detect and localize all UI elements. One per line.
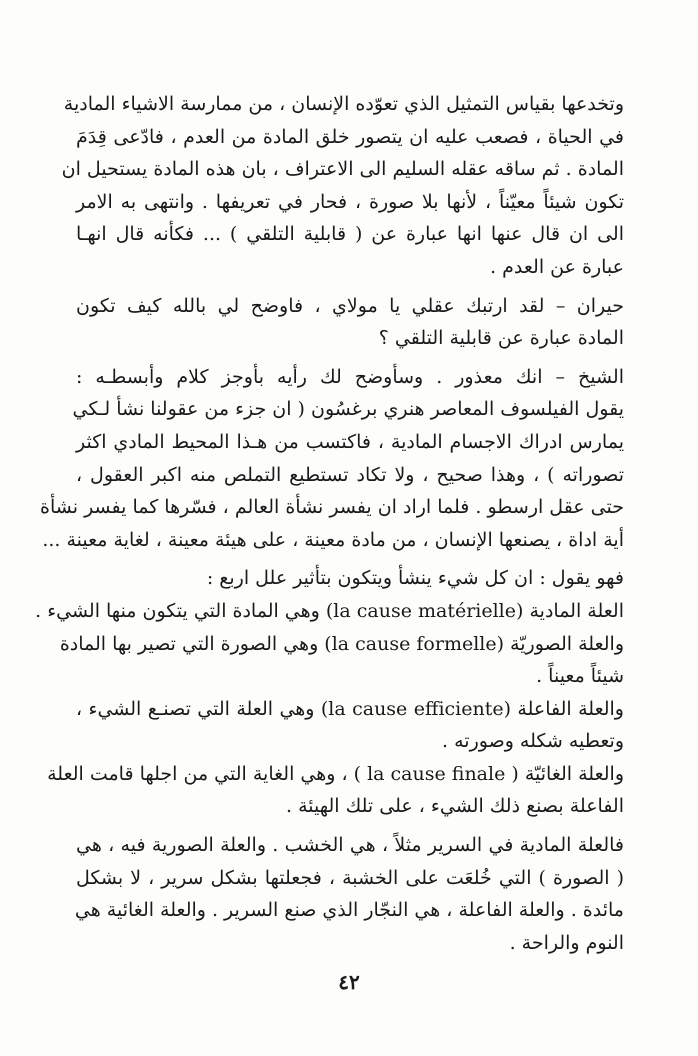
page-number: ٤٢ xyxy=(338,970,360,994)
text-line: تكون شيئاً معيّناً ، لأنها بلا صورة ، فحار في تعريفها . وانتهى به الامر xyxy=(76,190,624,213)
text-line: وتعطيه شكله وصورته . xyxy=(442,730,624,753)
paragraph-materialism-critique xyxy=(61,88,624,284)
text-line: في الحياة ، فصعب عليه ان يتصور خلق المادة من العدم ، فادّعى قِدَمَ xyxy=(76,125,624,148)
text-line: والعلة الفاعلة (la cause efficiente) وهي العلة التي تصنـع الشيء ، xyxy=(76,697,624,720)
text-line: ( الصورة ) التي خُلعَت على الخشبة ، فجعلتها بشكل سرير ، لا بشكل xyxy=(76,866,624,889)
paragraph-sheikh-answer xyxy=(40,361,624,557)
text-line: فالعلة المادية في السرير مثلاً ، هي الخشب . والعلة الصورية فيه ، هي xyxy=(76,834,624,857)
text-line: والعلة الصوريّة (la cause formelle) وهي الصورة التي تصير بها المادة xyxy=(59,632,624,655)
text-line: يقول الفيلسوف المعاصر هنري برغسُون ( ان جزء من عقولنا نشأ لـكي xyxy=(72,398,624,421)
text-line: أية اداة ، يصنعها الإنسان ، من مادة معينة ، على هيئة معينة ، لغاية معينة ... xyxy=(42,528,624,551)
text-line: يمارس ادراك الاجسام المادية ، فاكتسب من هـذا المحيط المادي اكثر xyxy=(76,430,624,453)
text-line: العلة المادية (la cause matérielle) وهي المادة التي يتكون منها الشيء . xyxy=(35,599,624,622)
text-line: المادة . ثم ساقه عقله السليم الى الاعتراف ، بان هذه المادة يستحيل ان xyxy=(61,158,624,181)
text-line: والعلة الغائيّة ( la cause finale ) ، وهي الغاية التي من اجلها قامت العلة xyxy=(47,762,624,785)
text-line: مائدة . والعلة الفاعلة ، هي النجّار الذي صنع السرير . والعلة الغائية هي xyxy=(74,899,624,922)
text-line: فهو يقول : ان كل شيء ينشأ ويتكون بتأثير علل اربع : xyxy=(206,567,624,590)
paragraph-bed-example xyxy=(76,829,624,959)
text-line: تصوراته ) ، وهذا صحيح ، ولا تكاد تستطيع التملص منه اكبر العقول ، xyxy=(76,463,624,486)
page-body xyxy=(35,88,624,959)
text-line: عبارة عن العدم . xyxy=(490,255,624,278)
text-line: المادة عبارة عن قابلية التلقي ؟ xyxy=(378,327,624,350)
paragraph-four-causes xyxy=(35,562,624,823)
text-line: حيران – لقد ارتبك عقلي يا مولاي ، فاوضح لي بالله كيف تكون xyxy=(76,294,624,317)
text-line: الى ان قال عنها انها عبارة عن ( قابلية التلقي ) ... فكأنه قال انهـا xyxy=(76,223,624,246)
text-line: النوم والراحة . xyxy=(509,931,624,954)
text-line: الفاعلة بصنع ذلك الشيء ، على تلك الهيئة . xyxy=(286,795,624,818)
text-line: وتخدعها بقياس التمثيل الذي تعوّده الإنسان ، من ممارسة الاشياء المادية xyxy=(63,93,624,115)
text-line: شيئاً معيناً . xyxy=(536,665,624,688)
text-line: الشيخ – انك معذور . وسأوضح لك رأيه بأوجز كلام وأبسطـه : xyxy=(76,365,624,388)
text-line: حتى عقل ارسطو . فلما اراد ان يفسر نشأة العالم ، فسّرها كما يفسر نشأة xyxy=(40,496,624,519)
paragraph-hairan-question xyxy=(76,290,624,355)
